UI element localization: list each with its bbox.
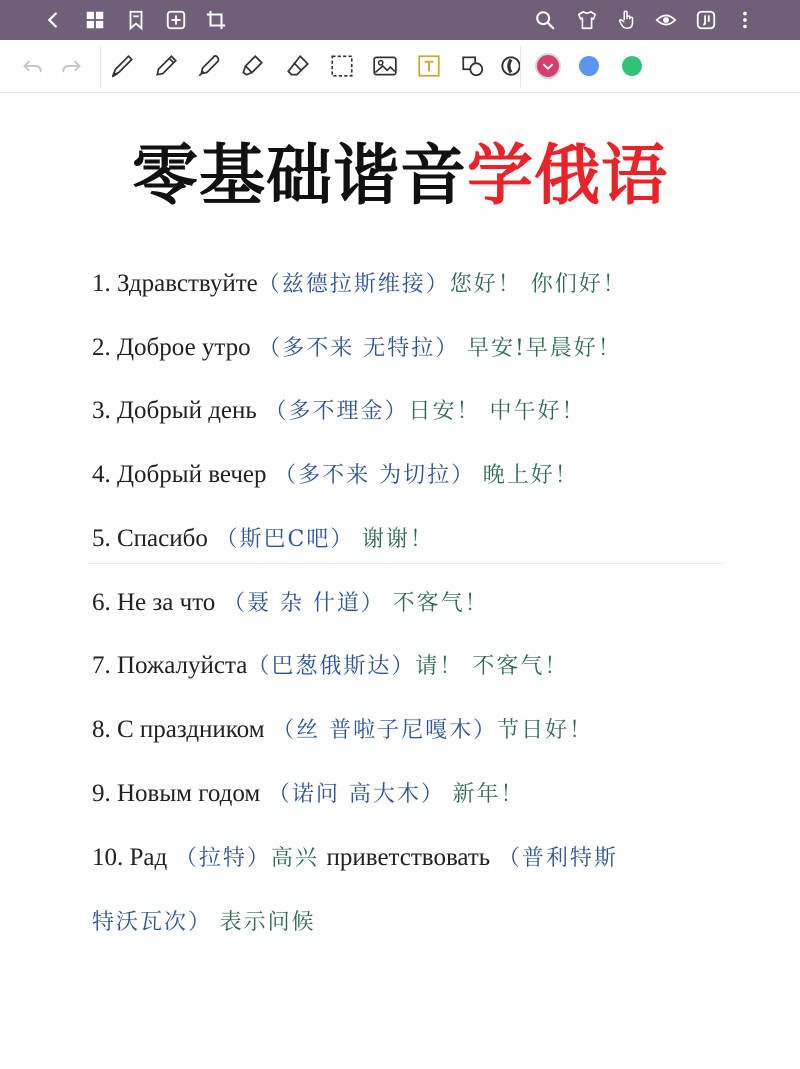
title-red-part: 学俄语 (467, 137, 668, 214)
chinese-meaning: 您好！ 你们好！ (449, 272, 627, 297)
phrase-item (92, 776, 525, 812)
search-icon[interactable] (533, 8, 557, 32)
chinese-meaning: 谢谢！ (361, 527, 434, 552)
pronunciation: （拉特） (174, 846, 271, 871)
chinese-meaning: 新年！ (452, 782, 525, 807)
russian-text: 4. Добрый вечер (92, 461, 267, 488)
russian-text: 5. Спасибо (92, 525, 208, 552)
russian-text: 7. Пожалуйста (92, 652, 248, 679)
phrase-item (92, 330, 622, 366)
eraser-icon[interactable] (284, 52, 312, 80)
russian-text: 8. С праздником (92, 716, 265, 743)
shapes-icon[interactable] (459, 52, 487, 80)
chinese-meaning: 日安！ 中午好！ (408, 399, 586, 424)
pronunciation: （多不来 无特拉） (258, 336, 460, 361)
chinese-meaning: 晚上好！ (482, 463, 579, 488)
crop-icon[interactable] (204, 8, 228, 32)
pronunciation-extra: （普利特斯 (497, 846, 618, 871)
image-icon[interactable] (371, 52, 399, 80)
chinese-meaning: 不客气！ (392, 591, 489, 616)
page-title (0, 138, 800, 214)
phrase-item (92, 266, 627, 302)
pronunciation: （多不理金） (264, 399, 409, 424)
chinese-meaning-extra: 表示问候 (219, 910, 316, 935)
faint-divider (88, 563, 724, 564)
phrase-item (92, 521, 434, 557)
russian-text: 10. Рад (92, 844, 168, 871)
russian-text: 3. Добрый день (92, 397, 257, 424)
pencil-icon[interactable] (152, 52, 180, 80)
phrase-item (92, 712, 593, 748)
eye-icon[interactable] (654, 8, 678, 32)
phrase-item-continuation (92, 904, 316, 940)
more-icon[interactable] (733, 8, 757, 32)
color-swatch-pink[interactable] (535, 53, 561, 79)
phrase-item (92, 840, 618, 876)
chinese-meaning: 高兴 (270, 846, 319, 871)
pronunciation: （丝 普啦子尼嘎木） (272, 718, 498, 743)
grid-icon[interactable] (83, 8, 107, 32)
back-icon[interactable] (41, 8, 65, 32)
pronunciation: （聂 杂 什道） (222, 591, 385, 616)
phrase-item (92, 457, 579, 493)
top-app-bar (0, 0, 800, 40)
drawing-toolbar (0, 40, 800, 93)
pronunciation: （诺问 高大木） (267, 782, 445, 807)
export-icon[interactable] (694, 8, 718, 32)
color-swatch-green[interactable] (622, 56, 642, 76)
russian-text: 2. Доброе утро (92, 334, 251, 361)
text-box-icon[interactable] (415, 52, 443, 80)
pen-icon[interactable] (108, 52, 136, 80)
bookmark-icon[interactable] (124, 8, 148, 32)
phrase-item (92, 585, 489, 621)
chinese-meaning: 请！ 不客气！ (415, 654, 569, 679)
phrase-item (92, 648, 568, 684)
undo-icon[interactable] (18, 52, 46, 80)
fountain-pen-icon[interactable] (195, 52, 223, 80)
pronunciation: （巴葱俄斯达） (247, 654, 416, 679)
pronunciation: （斯巴C吧） (215, 527, 355, 552)
hand-touch-icon[interactable] (615, 8, 639, 32)
russian-text: 1. Здравствуйте (92, 270, 258, 297)
add-page-icon[interactable] (164, 8, 188, 32)
lasso-select-icon[interactable] (328, 52, 356, 80)
chevron-down-icon (537, 55, 559, 77)
title-black-part: 零基础谐音 (132, 137, 467, 214)
highlighter-icon[interactable] (238, 52, 266, 80)
pronunciation-extra-cont: 特沃瓦次） (92, 910, 213, 935)
russian-text: 9. Новым годом (92, 780, 261, 807)
pronunciation: （兹德拉斯维接） (257, 272, 450, 297)
phrase-item (92, 393, 585, 429)
chinese-meaning: 节日好！ (497, 718, 594, 743)
color-swatch-blue[interactable] (579, 56, 599, 76)
russian-text-extra: приветствовать (326, 844, 491, 871)
shirt-icon[interactable] (575, 8, 599, 32)
russian-text: 6. Не за что (92, 589, 216, 616)
chinese-meaning: 早安!早晨好！ (466, 336, 622, 361)
redo-icon[interactable] (58, 52, 86, 80)
pronunciation: （多不来 为切拉） (274, 463, 476, 488)
